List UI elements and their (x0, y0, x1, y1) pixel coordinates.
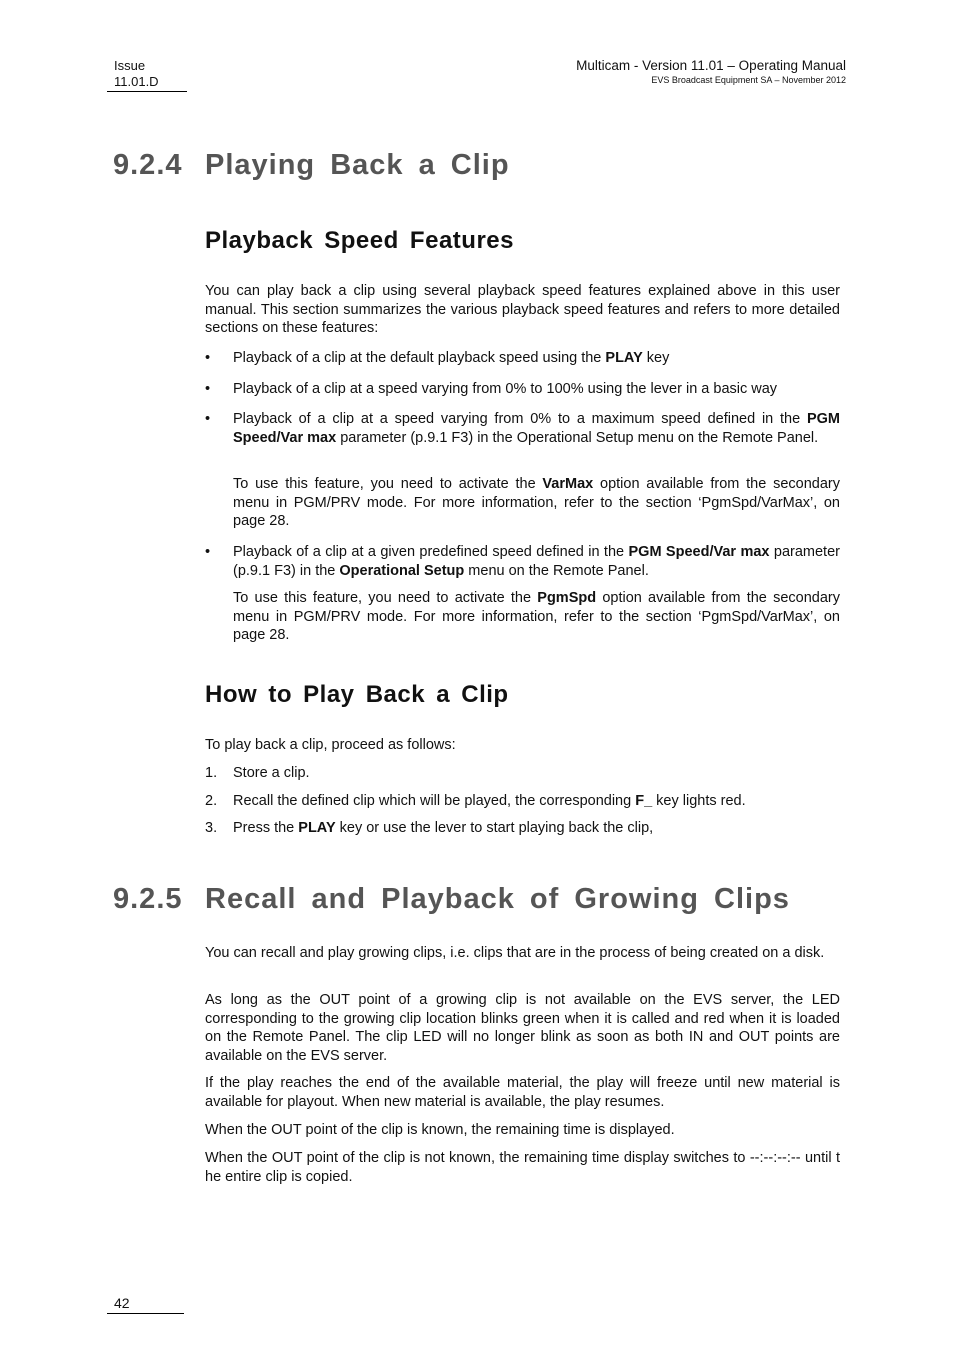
section-number: 9.2.4 (113, 149, 183, 181)
footer-divider (107, 1313, 184, 1314)
subheading-playback-speed-features: Playback Speed Features (205, 227, 514, 254)
paragraph: As long as the OUT point of a growing clip is not available on the EVS server, the LED corresponding to the growing clip location blinks green when it is called and red when it is loaded on the Remote Panel. The clip LED will no longer blink as soon as both IN and OUT points are available on the EVS server. (205, 992, 840, 1064)
step-item: 1. Store a clip. (205, 765, 310, 781)
page-number: 42 (114, 1295, 130, 1311)
step-item: 2. Recall the defined clip which will be played, the corresponding F_ key lights red. (205, 793, 746, 809)
bullet-item: • Playback of a clip at a speed varying from 0% to 100% using the lever in a basic way (205, 381, 778, 397)
subheading-how-to-play-back: How to Play Back a Clip (205, 681, 509, 708)
paragraph: When the OUT point of the clip is not known, the remaining time display switches to --:--:--:-- until the entire clip is copied. (205, 1150, 840, 1185)
issue-divider (107, 91, 187, 92)
issue-block (114, 58, 159, 90)
bullet-marker: • (205, 350, 211, 366)
paragraph: You can recall and play growing clips, i.e. clips that are in the process of being created on a disk. (205, 945, 825, 961)
bullet-item: • Playback of a clip at a given predefined speed defined in the PGM Speed/Var max parameter (p.9.1 F3) in the Operational Setup menu on the Remote Panel. (205, 544, 840, 579)
paragraph: When the OUT point of the clip is known, the remaining time is displayed. (205, 1122, 675, 1138)
paragraph: If the play reaches the end of the available material, the play will freeze until new material is available for playout. When new material is available, the play resumes. (205, 1075, 840, 1110)
bullet-note: To use this feature, you need to activate the VarMax option available from the secondary menu in PGM/PRV mode. For more information, refer to the section ‘PgmSpd/VarMax’, on page 28. (233, 476, 840, 529)
step-number: 2. (205, 793, 218, 809)
step-item: 3. Press the PLAY key or use the lever to start playing back the clip, (205, 820, 654, 836)
section-title: Playing Back a Clip (205, 149, 510, 181)
bullet-note: To use this feature, you need to activate the PgmSpd option available from the secondary menu in PGM/PRV mode. For more information, refer to the section ‘PgmSpd/VarMax’, on page 28. (233, 590, 840, 643)
bullet-item: • Playback of a clip at the default playback speed using the PLAY key (205, 350, 670, 366)
issue-label: Issue (114, 58, 146, 73)
bullet-marker: • (205, 381, 211, 397)
bullet-item: • Playback of a clip at a speed varying from 0% to a maximum speed defined in the PGM Speed/Var max parameter (p.9.1 F3) in the Operational Setup menu on the Remote Panel. (205, 411, 840, 446)
section-title: Recall and Playback of Growing Clips (205, 883, 790, 915)
issue-number: 11.01.D (114, 74, 159, 89)
section-number: 9.2.5 (113, 883, 183, 915)
step-number: 3. (205, 820, 218, 836)
bullet-marker: • (205, 544, 211, 560)
company-line: EVS Broadcast Equipment SA – November 2012 (651, 75, 846, 85)
how-to-intro: To play back a clip, proceed as follows: (205, 737, 456, 753)
speed-features-intro: You can play back a clip using several playback speed features explained above in this user manual. This section summarizes the various playback speed features and refers to more detailed sections on these features: (205, 283, 840, 336)
section-heading-9-2-5 (113, 883, 790, 916)
bullet-marker: • (205, 411, 211, 427)
step-number: 1. (205, 765, 218, 781)
section-heading-9-2-4 (113, 149, 510, 182)
manual-title: Multicam - Version 11.01 – Operating Manual (576, 58, 846, 73)
running-header (576, 58, 846, 86)
